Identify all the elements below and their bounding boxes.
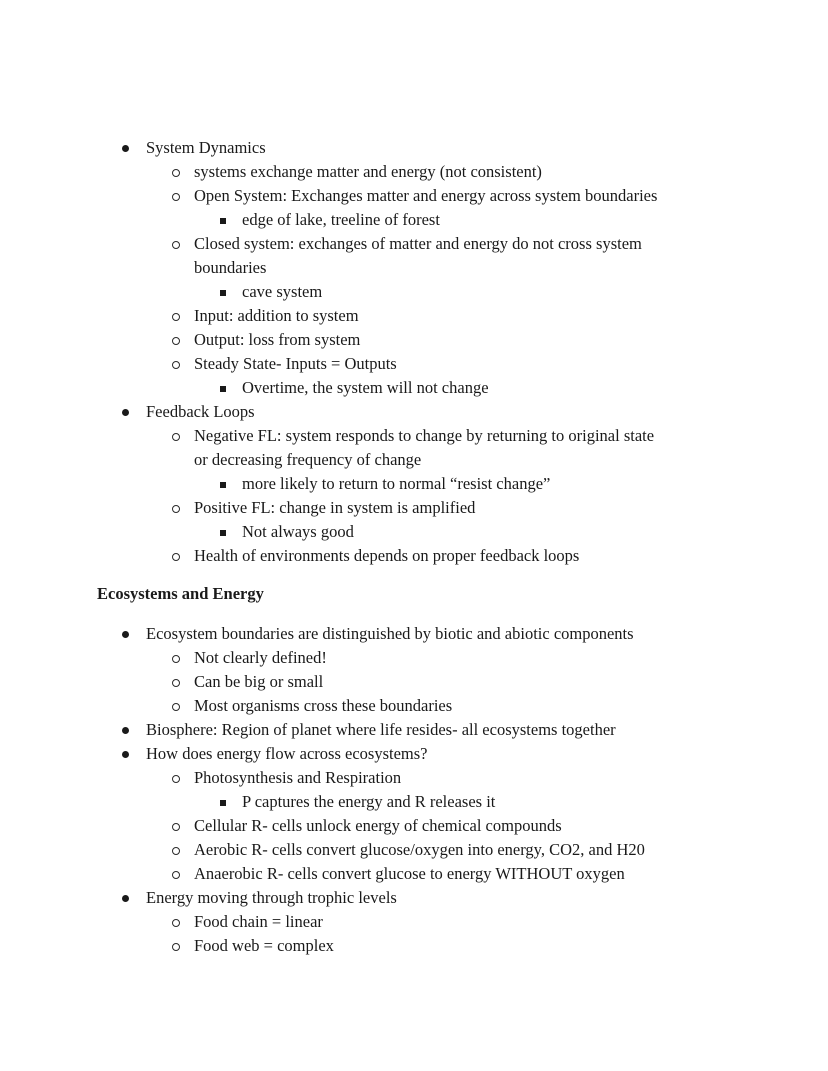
circle-bullet-icon <box>172 193 180 201</box>
list-item <box>97 766 737 790</box>
list-item <box>97 496 737 520</box>
list-item-text: Ecosystem boundaries are distinguished by biotic and abiotic components <box>146 624 634 643</box>
list-item <box>97 694 737 718</box>
circle-bullet-icon <box>172 241 180 249</box>
list-item-text: edge of lake, treeline of forest <box>242 210 440 229</box>
list-item-text: Anaerobic R- cells convert glucose to energy WITHOUT oxygen <box>194 864 625 883</box>
list-item <box>97 328 737 352</box>
list-item <box>97 814 737 838</box>
list-item <box>97 886 737 910</box>
list-item-text: Open System: Exchanges matter and energy across system boundaries <box>194 186 658 205</box>
circle-bullet-icon <box>172 169 180 177</box>
list-item <box>97 742 737 766</box>
list-item <box>97 280 737 304</box>
list-item <box>97 424 737 472</box>
disc-bullet-icon <box>122 145 129 152</box>
list-item <box>97 838 737 862</box>
list-item-text: Feedback Loops <box>146 402 255 421</box>
disc-bullet-icon <box>122 895 129 902</box>
list-item-text: Steady State- Inputs = Outputs <box>194 354 397 373</box>
list-item-text: Input: addition to system <box>194 306 359 325</box>
list-item-text: Output: loss from system <box>194 330 361 349</box>
circle-bullet-icon <box>172 871 180 879</box>
circle-bullet-icon <box>172 943 180 951</box>
list-item-text: Aerobic R- cells convert glucose/oxygen into energy, CO2, and H20 <box>194 840 645 859</box>
circle-bullet-icon <box>172 823 180 831</box>
list-item <box>97 520 737 544</box>
list-item-text: Closed system: exchanges of matter and energy do not cross system <box>194 234 642 253</box>
list-item-text: System Dynamics <box>146 138 266 157</box>
list-item-text: Can be big or small <box>194 672 324 691</box>
list-item-text: more likely to return to normal “resist change” <box>242 474 551 493</box>
list-item <box>97 670 737 694</box>
document-content <box>97 136 737 958</box>
list-item-text: Most organisms cross these boundaries <box>194 696 453 715</box>
list-item <box>97 208 737 232</box>
list-item-text: Not clearly defined! <box>194 648 327 667</box>
list-item <box>97 910 737 934</box>
list-item <box>97 184 737 208</box>
disc-bullet-icon <box>122 751 129 758</box>
list-item-text: Health of environments depends on proper feedback loops <box>194 546 580 565</box>
list-item-text: Food chain = linear <box>194 912 323 931</box>
square-bullet-icon <box>220 218 226 224</box>
circle-bullet-icon <box>172 361 180 369</box>
list-item <box>97 232 737 280</box>
list-item <box>97 352 737 376</box>
list-item <box>97 376 737 400</box>
circle-bullet-icon <box>172 337 180 345</box>
square-bullet-icon <box>220 800 226 806</box>
list-item-text: Photosynthesis and Respiration <box>194 768 402 787</box>
list-item <box>97 646 737 670</box>
square-bullet-icon <box>220 530 226 536</box>
circle-bullet-icon <box>172 847 180 855</box>
list-item <box>97 790 737 814</box>
list-item-text: P captures the energy and R releases it <box>242 792 496 811</box>
square-bullet-icon <box>220 386 226 392</box>
circle-bullet-icon <box>172 313 180 321</box>
disc-bullet-icon <box>122 631 129 638</box>
square-bullet-icon <box>220 290 226 296</box>
disc-bullet-icon <box>122 409 129 416</box>
list-item-text: Cellular R- cells unlock energy of chemical compounds <box>194 816 562 835</box>
circle-bullet-icon <box>172 655 180 663</box>
circle-bullet-icon <box>172 775 180 783</box>
circle-bullet-icon <box>172 433 180 441</box>
circle-bullet-icon <box>172 505 180 513</box>
list-item <box>97 472 737 496</box>
list-item-text: Negative FL: system responds to change by returning to original state <box>194 426 655 445</box>
section-heading: Ecosystems and Energy <box>97 584 264 603</box>
list-item <box>97 622 737 646</box>
list-item-text: Overtime, the system will not change <box>242 378 489 397</box>
disc-bullet-icon <box>122 727 129 734</box>
circle-bullet-icon <box>172 703 180 711</box>
list-item-text-line2: boundaries <box>194 258 267 277</box>
list-item <box>97 934 737 958</box>
list-item <box>97 304 737 328</box>
list-item <box>97 718 737 742</box>
list-item <box>97 862 737 886</box>
list-item-text: Not always good <box>242 522 354 541</box>
list-item <box>97 544 737 568</box>
list-item-text: cave system <box>242 282 323 301</box>
list-item <box>97 160 737 184</box>
list-item <box>97 136 737 160</box>
list-item-text: systems exchange matter and energy (not consistent) <box>194 162 542 181</box>
list-item-text-line2: or decreasing frequency of change <box>194 450 422 469</box>
list-item-text: Energy moving through trophic levels <box>146 888 397 907</box>
list-item-text: Food web = complex <box>194 936 334 955</box>
circle-bullet-icon <box>172 679 180 687</box>
square-bullet-icon <box>220 482 226 488</box>
list-item <box>97 400 737 424</box>
circle-bullet-icon <box>172 553 180 561</box>
circle-bullet-icon <box>172 919 180 927</box>
list-item-text: How does energy flow across ecosystems? <box>146 744 428 763</box>
list-item-text: Positive FL: change in system is amplified <box>194 498 476 517</box>
list-item-text: Biosphere: Region of planet where life resides- all ecosystems together <box>146 720 616 739</box>
